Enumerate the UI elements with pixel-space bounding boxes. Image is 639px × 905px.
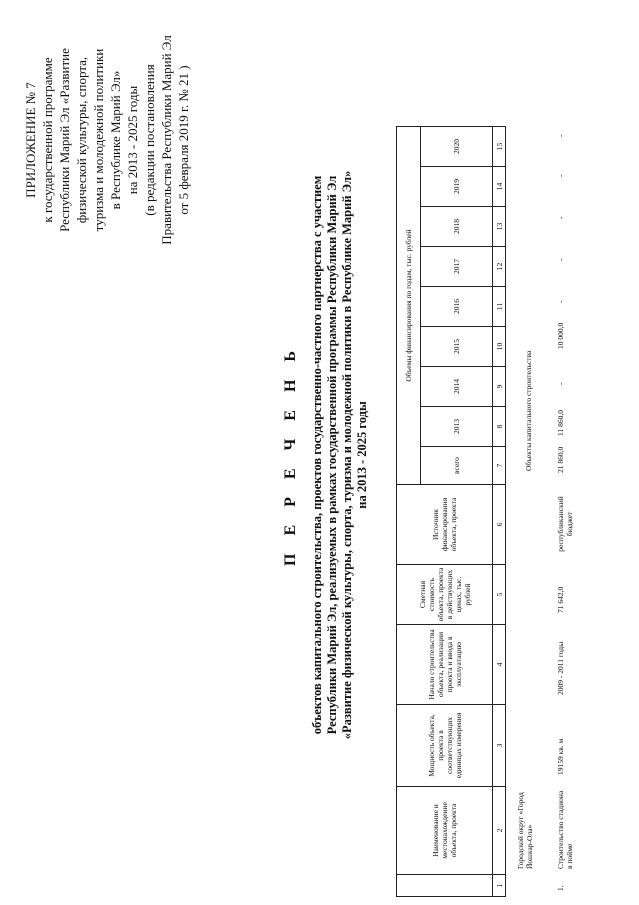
district-label: Городской округ «Город Йошкар-Ола»	[516, 792, 534, 869]
header-year: 2020	[421, 127, 493, 167]
col-number: 13	[493, 207, 506, 247]
object-cost: 71 642,0	[556, 586, 565, 613]
appendix-line: в Республике Марий Эл»	[108, 70, 123, 210]
document-title: П Е Р Е Ч Е Н Ь	[282, 344, 299, 566]
appendix-line: к государственной программе	[40, 57, 55, 223]
header-funding-group: Объемы финансирования по годам, тыс. рублей	[397, 127, 421, 485]
object-source: республиканский бюджет	[556, 496, 574, 552]
object-total: 21 860,0	[556, 446, 565, 473]
header-year: 2014	[421, 367, 493, 407]
objects-table	[396, 126, 506, 897]
document-heading	[282, 45, 370, 865]
subtitle-line: «Развитие физической культуры, спорта, туризма и молодежной политики в Республике Марий Эл»	[340, 170, 354, 740]
header-year: 2018	[421, 207, 493, 247]
col-number: 5	[493, 565, 506, 625]
col-number: 2	[493, 787, 506, 875]
header-period: Начало строительства объекта, реализации проекта и ввода в эксплуатацию	[397, 625, 493, 705]
header-col1	[397, 875, 493, 897]
col-number: 11	[493, 287, 506, 327]
col-number: 6	[493, 485, 506, 565]
object-2017: -	[556, 258, 565, 261]
appendix-line: на 2013 - 2025 годы	[125, 85, 140, 195]
header-name: Наименование и местонахождение объекта, проекта	[397, 787, 493, 875]
object-name: Строительство стадиона в пойме	[556, 790, 574, 869]
col-number: 8	[493, 407, 506, 447]
appendix-line: ПРИЛОЖЕНИЕ № 7	[23, 82, 38, 198]
subtitle-line: на 2013 - 2025 годы	[355, 401, 369, 509]
header-cost: Сметная стоимость объекта, проекта в действующих ценах, тыс. рублей	[397, 565, 493, 625]
col-number: 15	[493, 127, 506, 167]
header-total: всего	[421, 447, 493, 485]
object-2019: -	[556, 174, 565, 177]
appendix-block	[22, 15, 192, 265]
subtitle-line: объектов капитального строительства, проектов государственно-частного партнерства с участием	[310, 175, 324, 735]
col-number: 1	[493, 875, 506, 897]
appendix-line: туризма и молодежной политики	[91, 48, 106, 232]
row-number: 1.	[556, 885, 565, 891]
header-year: 2017	[421, 247, 493, 287]
object-2016: -	[556, 300, 565, 303]
header-year: 2019	[421, 167, 493, 207]
object-period: 2009 - 2011 годы	[556, 641, 565, 695]
header-year: 2013	[421, 407, 493, 447]
col-number: 10	[493, 327, 506, 367]
object-2015: 10 000,0	[556, 322, 565, 349]
object-2014: -	[556, 382, 565, 385]
header-capacity: Мощность объекта, проекта в соответствующих единицах измерения	[397, 705, 493, 787]
object-2020: -	[556, 134, 565, 137]
header-year: 2015	[421, 327, 493, 367]
header-year: 2016	[421, 287, 493, 327]
col-number: 3	[493, 705, 506, 787]
header-source: Источник финансирования объекта, проекта	[397, 485, 493, 565]
object-2018: -	[556, 216, 565, 219]
appendix-line: (в редакции постановления	[142, 64, 157, 216]
object-2013: 11 860,0	[556, 410, 565, 436]
appendix-line: Правительства Республики Марий Эл	[159, 35, 174, 245]
col-number: 9	[493, 367, 506, 407]
col-number: 14	[493, 167, 506, 207]
object-capacity: 19159 кв. м	[556, 738, 565, 775]
col-number: 7	[493, 447, 506, 485]
section-title: Объекты капитального строительства	[524, 350, 533, 471]
appendix-line: физической культуры, спорта,	[74, 56, 89, 224]
col-number: 12	[493, 247, 506, 287]
col-number: 4	[493, 625, 506, 705]
appendix-line: Республики Марий Эл «Развитие	[57, 48, 72, 232]
appendix-line: от 5 февраля 2019 г. № 21 )	[176, 65, 191, 215]
subtitle-line: Республики Марий Эл, реализуемых в рамках государственной программы Республики Марий Эл	[325, 175, 339, 735]
